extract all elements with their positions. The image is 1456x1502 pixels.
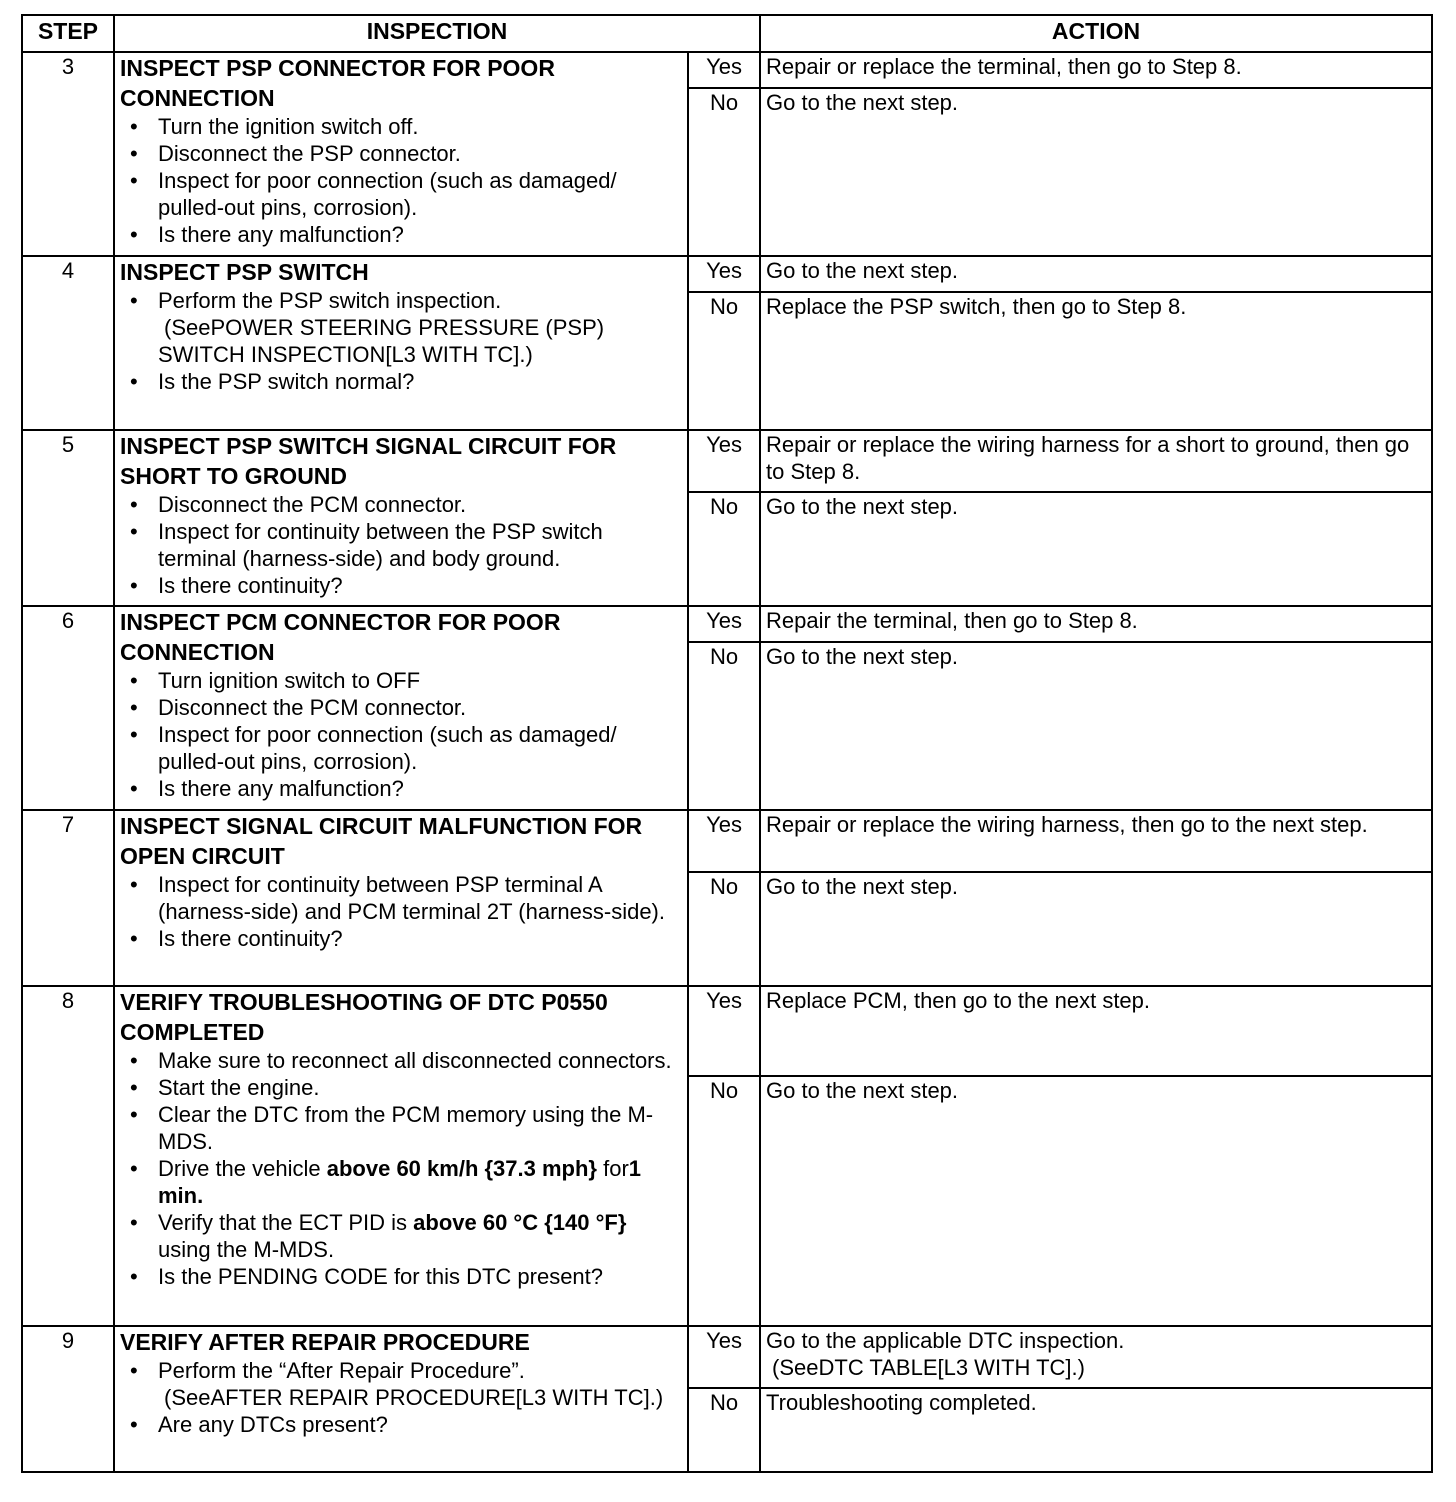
inspection-cell	[114, 430, 688, 606]
list-item: • Is there any malfunction?	[158, 775, 682, 802]
yes-action: Go to the next step.	[760, 256, 1432, 292]
table-row	[22, 810, 1432, 872]
step-number: 3	[22, 52, 114, 256]
step-number: 9	[22, 1326, 114, 1472]
step-number: 4	[22, 256, 114, 430]
inspection-title: VERIFY AFTER REPAIR PROCEDURE	[120, 1329, 530, 1355]
inspection-list	[120, 113, 682, 248]
list-item: • Disconnect the PSP connector.	[158, 140, 682, 167]
yes-label: Yes	[688, 810, 760, 872]
see-prefix: (See	[164, 1385, 211, 1410]
inspection-cell	[114, 810, 688, 986]
table-row	[22, 986, 1432, 1076]
no-action: Troubleshooting completed.	[760, 1388, 1432, 1472]
list-item	[158, 287, 682, 368]
list-item: • Start the engine.	[158, 1074, 682, 1101]
no-action: Go to the next step.	[760, 642, 1432, 810]
list-item: • Inspect for continuity between PSP terminal A (harness-side) and PCM terminal 2T (harness-side).	[158, 871, 682, 925]
inspection-cell	[114, 256, 688, 430]
ect-temp: above 60 °C {140 °F}	[413, 1210, 627, 1235]
list-item	[158, 1209, 682, 1263]
list-item-text: Perform the “After Repair Procedure”.	[158, 1358, 525, 1383]
inspection-list	[120, 667, 682, 802]
inspection-title: INSPECT PSP SWITCH	[120, 259, 369, 285]
list-item: • Is there continuity?	[158, 572, 682, 599]
inspection-cell	[114, 52, 688, 256]
list-item: • Is there any malfunction?	[158, 221, 682, 248]
step-number: 5	[22, 430, 114, 606]
list-item: • Disconnect the PCM connector.	[158, 491, 682, 518]
inspection-title: VERIFY TROUBLESHOOTING OF DTC P0550 COMPLETED	[120, 989, 608, 1045]
header-row	[22, 15, 1432, 52]
yes-action: Go to the applicable DTC inspection.	[766, 1328, 1125, 1353]
table-row	[22, 430, 1432, 492]
list-item: • Are any DTCs present?	[158, 1411, 682, 1438]
inspection-cell	[114, 986, 688, 1326]
step-number: 8	[22, 986, 114, 1326]
list-item: • Inspect for poor connection (such as damaged/ pulled-out pins, corrosion).	[158, 167, 682, 221]
see-prefix: (See	[772, 1355, 819, 1380]
yes-label: Yes	[688, 430, 760, 492]
list-item	[158, 1155, 682, 1209]
inspection-list	[120, 287, 682, 395]
drive-speed: above 60 km/h {37.3 mph}	[326, 1156, 597, 1181]
table-row	[22, 256, 1432, 292]
yes-action: Repair or replace the terminal, then go to Step 8.	[760, 52, 1432, 88]
list-item	[158, 1357, 682, 1411]
no-label: No	[688, 642, 760, 810]
inspection-list	[120, 491, 682, 599]
list-item: • Inspect for poor connection (such as damaged/ pulled-out pins, corrosion).	[158, 721, 682, 775]
table-row	[22, 52, 1432, 88]
no-action: Go to the next step.	[760, 88, 1432, 256]
no-label: No	[688, 1388, 760, 1472]
inspection-title: INSPECT SIGNAL CIRCUIT MALFUNCTION FOR OPEN CIRCUIT	[120, 813, 643, 869]
yes-label: Yes	[688, 52, 760, 88]
yes-action: Repair the terminal, then go to Step 8.	[760, 606, 1432, 642]
inspection-list	[120, 871, 682, 952]
yes-action: Replace PCM, then go to the next step.	[760, 986, 1432, 1076]
yes-action: Repair or replace the wiring harness for a short to ground, then go to Step 8.	[760, 430, 1432, 492]
step-number: 6	[22, 606, 114, 810]
list-item: • Is there continuity?	[158, 925, 682, 952]
no-label: No	[688, 88, 760, 256]
see-suffix: .)	[519, 342, 533, 367]
troubleshooting-table	[21, 14, 1433, 1473]
no-label: No	[688, 492, 760, 606]
drive-mid: for	[596, 1156, 629, 1181]
yes-label: Yes	[688, 1326, 760, 1388]
see-prefix: (See	[164, 315, 211, 340]
no-action: Go to the next step.	[760, 872, 1432, 986]
no-label: No	[688, 872, 760, 986]
drive-time: 1 min.	[158, 1156, 642, 1208]
list-item: • Turn the ignition switch off.	[158, 113, 682, 140]
yes-label: Yes	[688, 256, 760, 292]
list-item: • Disconnect the PCM connector.	[158, 694, 682, 721]
list-item-text: Perform the PSP switch inspection.	[158, 288, 502, 313]
inspection-title: INSPECT PCM CONNECTOR FOR POOR CONNECTION	[120, 609, 561, 665]
action-header: ACTION	[760, 15, 1432, 52]
see-link[interactable]: POWER STEERING PRESSURE (PSP) SWITCH INSPECTION[L3 WITH TC]	[158, 315, 605, 367]
ect-text: Verify that the ECT PID is	[158, 1210, 414, 1235]
yes-label: Yes	[688, 986, 760, 1076]
no-action: Go to the next step.	[760, 492, 1432, 606]
see-link[interactable]: DTC TABLE[L3 WITH TC]	[818, 1355, 1072, 1380]
inspection-title: INSPECT PSP CONNECTOR FOR POOR CONNECTION	[120, 55, 555, 111]
list-item: • Make sure to reconnect all disconnected connectors.	[158, 1047, 682, 1074]
step-header: STEP	[22, 15, 114, 52]
yes-action-cell	[760, 1326, 1432, 1388]
inspection-title: INSPECT PSP SWITCH SIGNAL CIRCUIT FOR SHORT TO GROUND	[120, 433, 617, 489]
no-action: Replace the PSP switch, then go to Step 8.	[760, 292, 1432, 430]
inspection-cell	[114, 1326, 688, 1472]
inspection-cell	[114, 606, 688, 810]
table-row	[22, 606, 1432, 642]
list-item: • Turn ignition switch to OFF	[158, 667, 682, 694]
yes-action: Repair or replace the wiring harness, then go to the next step.	[760, 810, 1432, 872]
no-label: No	[688, 292, 760, 430]
table-row	[22, 1326, 1432, 1388]
see-suffix: .)	[1071, 1355, 1085, 1380]
step-number: 7	[22, 810, 114, 986]
inspection-header: INSPECTION	[114, 15, 760, 52]
inspection-list	[120, 1047, 682, 1290]
list-item: • Is the PSP switch normal?	[158, 368, 682, 395]
list-item: • Clear the DTC from the PCM memory using the M-MDS.	[158, 1101, 682, 1155]
list-item: • Is the PENDING CODE for this DTC present?	[158, 1263, 682, 1290]
yes-label: Yes	[688, 606, 760, 642]
see-suffix: .)	[649, 1385, 664, 1410]
inspection-list	[120, 1357, 682, 1438]
list-item: • Inspect for continuity between the PSP switch terminal (harness-side) and body ground.	[158, 518, 682, 572]
drive-text: Drive the vehicle	[158, 1156, 327, 1181]
no-action: Go to the next step.	[760, 1076, 1432, 1326]
see-link[interactable]: AFTER REPAIR PROCEDURE[L3 WITH TC]	[210, 1385, 650, 1410]
ect-post: using the M-MDS.	[158, 1237, 335, 1262]
no-label: No	[688, 1076, 760, 1326]
